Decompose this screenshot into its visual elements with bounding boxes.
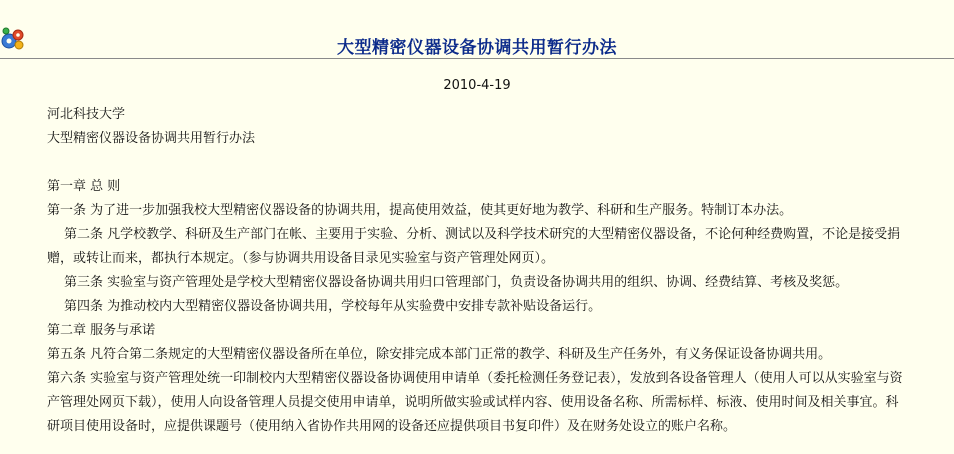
publish-date: 2010-4-19 bbox=[443, 78, 511, 93]
page-title: 大型精密仪器设备协调共用暂行办法 bbox=[337, 38, 617, 58]
article-6: 第六条 实验室与资产管理处统一印制校内大型精密仪器设备协调使用申请单（委托检测任务登记表），发放到各设备管理人（使用人可以从实验室与资产管理处网页下载），使用人向设备管理人员提交使用申请单，说明所做实验或试样内容、使用设备名称、所需标样、标液、使用时间及相关事宜。科研项目使用设备时，应提供课题号（使用纳入省协作共用网的设备还应提供项目书复印件）及在财务处设立的账户名称。 bbox=[47, 371, 903, 434]
article-4: 第四条 为推动校内大型精密仪器设备协调共用，学校每年从实验费中安排专款补贴设备运行。 bbox=[64, 299, 602, 314]
article-3: 第三条 实验室与资产管理处是学校大型精密仪器设备协调共用归口管理部门，负责设备协调共用的组织、协调、经费结算、考核及奖惩。 bbox=[64, 275, 849, 290]
page-header bbox=[0, 0, 954, 58]
header-divider bbox=[0, 58, 954, 59]
chapter1-heading: 第一章 总 则 bbox=[47, 179, 121, 194]
article-2: 第二条 凡学校教学、科研及生产部门在帐、主要用于实验、分析、测试以及科学技术研究的大型精密仪器设备，不论何种经费购置，不论是接受捐赠，或转让而来，都执行本规定。（参与协调共用设备目录见实验室与资产管理处网页）。 bbox=[47, 227, 901, 266]
paragraph-spacer bbox=[47, 151, 907, 175]
article-1: 第一条 为了进一步加强我校大型精密仪器设备的协调共用，提高使用效益，使其更好地为教学、科研和生产服务。特制订本办法。 bbox=[47, 203, 793, 218]
chapter2-heading: 第二章 服务与承诺 bbox=[47, 323, 156, 338]
document-body bbox=[47, 103, 907, 439]
article-5: 第五条 凡符合第二条规定的大型精密仪器设备所在单位，除安排完成本部门正常的教学、科研及生产任务外，有义务保证设备协调共用。 bbox=[47, 347, 832, 362]
document-title: 大型精密仪器设备协调共用暂行办法 bbox=[47, 131, 256, 146]
university-name: 河北科技大学 bbox=[47, 107, 126, 122]
